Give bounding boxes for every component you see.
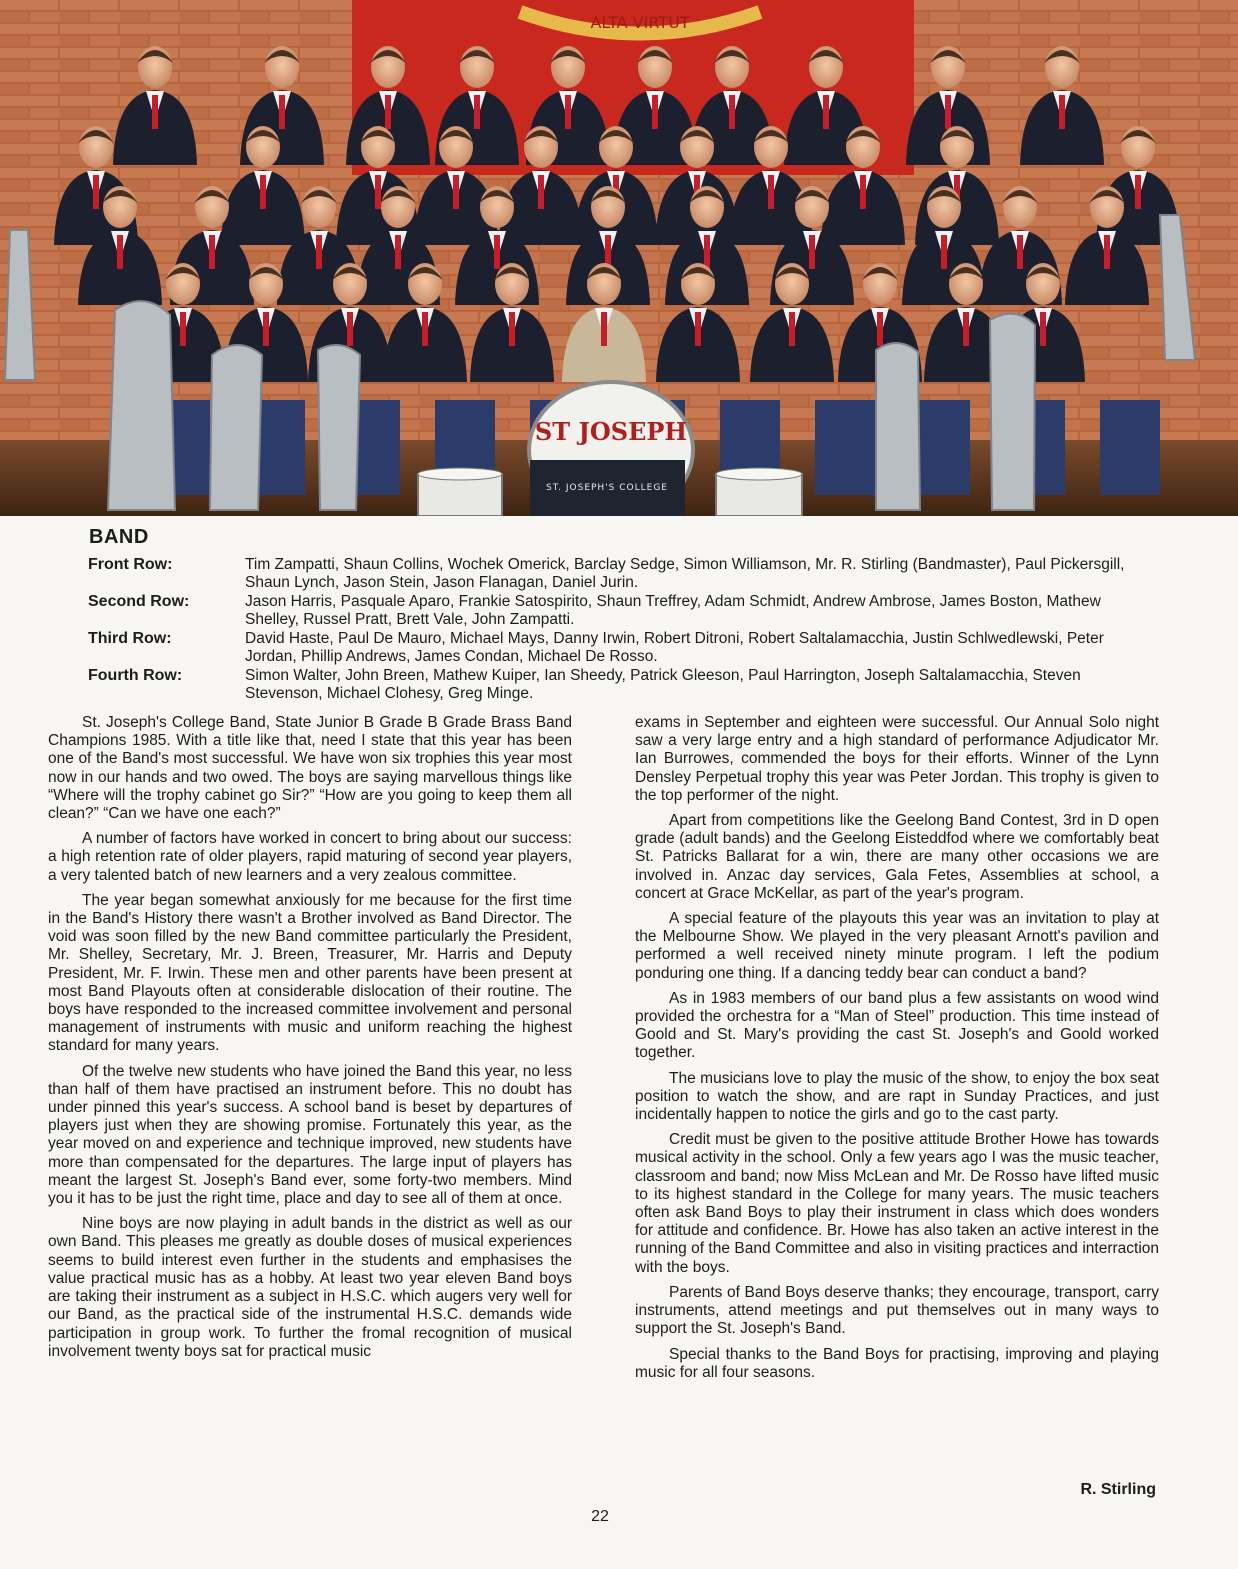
page-number: 22 — [591, 1508, 609, 1525]
article-column-right — [635, 714, 1159, 1389]
article-paragraph: Apart from competitions like the Geelong Band Contest, 3rd in D open grade (adult bands) and the Geelong Eisteddfod where we comfortably beat St. Patricks Ballarat for a win, there are many other occasions we are involved in. Anzac day services, Gala Fetes, Assemblies at school, a concert at Grace McKellar, as part of the year's program. — [635, 812, 1159, 902]
article-paragraph: exams in September and eighteen were successful. Our Annual Solo night saw a very large entry and a high standard of performance Adjudicator Mr. Ian Burrowes, commended the boys for their efforts. Winner of the Lynn Densley Perpetual trophy this year was Peter Jordan. This trophy is given to the top performer of the night. — [635, 714, 1159, 804]
roster-names: Simon Walter, John Breen, Mathew Kuiper, Ian Sheedy, Patrick Gleeson, Paul Harrington, Joseph Saltalamacchia, Steven Stevenson, Michael Clohesy, Greg Minge. — [245, 667, 1081, 702]
article-paragraph: Credit must be given to the positive attitude Brother Howe has towards musical activity in the school. Only a few years ago I was the music teacher, classroom and band; now Miss McLean and Mr. De Rosso have lifted music to its highest standard in the College for many years. The music teachers often ask Band Boys to play their instrument in class which does wonders for attitude and confidence. Br. Howe has also taken an active interest in the running of the Band Committee and also in visiting practices and interraction with the boys. — [635, 1131, 1159, 1276]
article-paragraph: St. Joseph's College Band, State Junior B Grade B Grade Brass Band Champions 1985. With a title like that, need I state that this year has been one of the Band's most successful. We have won six trophies this year most now in our hands and two owed. The boys are saying marvellous things like “Where will the trophy cabinet go Sir?” “How are you going to keep them all clean?” “Can we have one each?” — [48, 714, 572, 823]
article-paragraph: A special feature of the playouts this year was an invitation to play at the Melbourne Show. We played in the very pleasant Arnott's pavilion and performed a well received ninety minute program. I left the podium ponduring one thing. If a dancing teddy bear can conduct a band? — [635, 910, 1159, 982]
author-signature: R. Stirling — [1080, 1481, 1156, 1498]
roster-label: Third Row: — [88, 630, 172, 647]
roster-names: David Haste, Paul De Mauro, Michael Mays, Danny Irwin, Robert Ditroni, Robert Saltalamacchia, Justin Schlwedlewski, Peter Jordan, Phillip Andrews, James Condan, Michael De Rosso. — [245, 630, 1104, 665]
roster-names: Tim Zampatti, Shaun Collins, Wochek Omerick, Barclay Sedge, Simon Williamson, Mr. R. Stirling (Bandmaster), Paul Pickersgill, Shaun Lynch, Jason Stein, Jason Flanagan, Daniel Jurin. — [245, 556, 1125, 591]
article-column-left — [48, 714, 572, 1368]
article-paragraph: Special thanks to the Band Boys for practising, improving and playing music for all four seasons. — [635, 1345, 1159, 1381]
article-paragraph: Nine boys are now playing in adult bands in the district as well as our own Band. This pleases me greatly as double doses of musical experiences seems to build interest even further in the students and emphasises the value practical music has as a hobby. At least two year eleven Band boys are taking their instrument as a subject in H.S.C. which augers very well for our Band, as the practical side of the instrumental H.S.C. demands wide participation in group work. To further the fromal recognition of musical involvement twenty boys sat for practical music — [48, 1215, 572, 1360]
article-paragraph: Parents of Band Boys deserve thanks; they encourage, transport, carry instruments, attend meetings and put themselves out in many ways to support the St. Joseph's Band. — [635, 1283, 1159, 1338]
roster-label: Second Row: — [88, 593, 190, 610]
section-title: BAND — [89, 526, 149, 548]
roster-label: Front Row: — [88, 556, 173, 573]
roster-row-second — [88, 593, 1160, 630]
article-paragraph: Of the twelve new students who have joined the Band this year, no less than half of them have practised an instrument before. This no doubt has under pinned this year's success. A school band is beset by departures of players just when they are showing promise. Fortunately this year, as the year moved on and experience and technique improved, new students have more than compensated for the departures. The large input of players has meant the largest St. Joseph's Band ever, some forty-two members. Mind you it has to be just the right time, place and day to see all of them at once. — [48, 1062, 572, 1208]
article-paragraph: The musicians love to play the music of the show, to enjoy the box seat position to watch the show, and are rapt in Sunday Practices, and just incidentally happen to notice the girls and go to the cast party. — [635, 1069, 1159, 1124]
banner-motto: ALTA VIRTUT — [590, 13, 690, 32]
roster-names: Jason Harris, Pasquale Aparo, Frankie Satospirito, Shaun Treffrey, Adam Schmidt, Andrew Ambrose, James Boston, Mathew Shelley, Russel Pratt, Brett Vale, John Zampatti. — [245, 593, 1101, 628]
article-paragraph: The year began somewhat anxiously for me because for the first time in the Band's History there wasn't a Brother involved as Band Director. The void was soon filled by the new Band committee particularly the President, Mr. Shelley, Secretary, Mr. J. Breen, Treasurer, Mr. Harris and Deputy President, Mr. F. Irwin. These men and other parents have been present at most Band Playouts often at considerable dislocation of their routine. The boys have responded to the increased committee involvement and personal management of instruments with music and uniform reaching the highest standard for many years. — [48, 891, 572, 1055]
drum-plate: ST. JOSEPH'S COLLEGE — [546, 483, 668, 493]
article-paragraph: A number of factors have worked in concert to bring about our success: a high retention rate of older players, rapid maturing of second year players, a very talented batch of new learners and a very zealous committee. — [48, 830, 572, 884]
roster-row-third — [88, 630, 1160, 667]
drum-lettering: ST JOSEPH — [534, 417, 688, 446]
band-group-photo — [0, 0, 1238, 516]
article-paragraph: As in 1983 members of our band plus a few assistants on wood wind provided the orchestra for a “Man of Steel” production. This time instead of Goold and St. Mary's providing the cast St. Joseph's and Goold worked together. — [635, 989, 1159, 1062]
band-roster — [88, 556, 1160, 704]
roster-row-fourth — [88, 667, 1160, 704]
roster-label: Fourth Row: — [88, 667, 183, 684]
roster-row-front — [88, 556, 1160, 593]
